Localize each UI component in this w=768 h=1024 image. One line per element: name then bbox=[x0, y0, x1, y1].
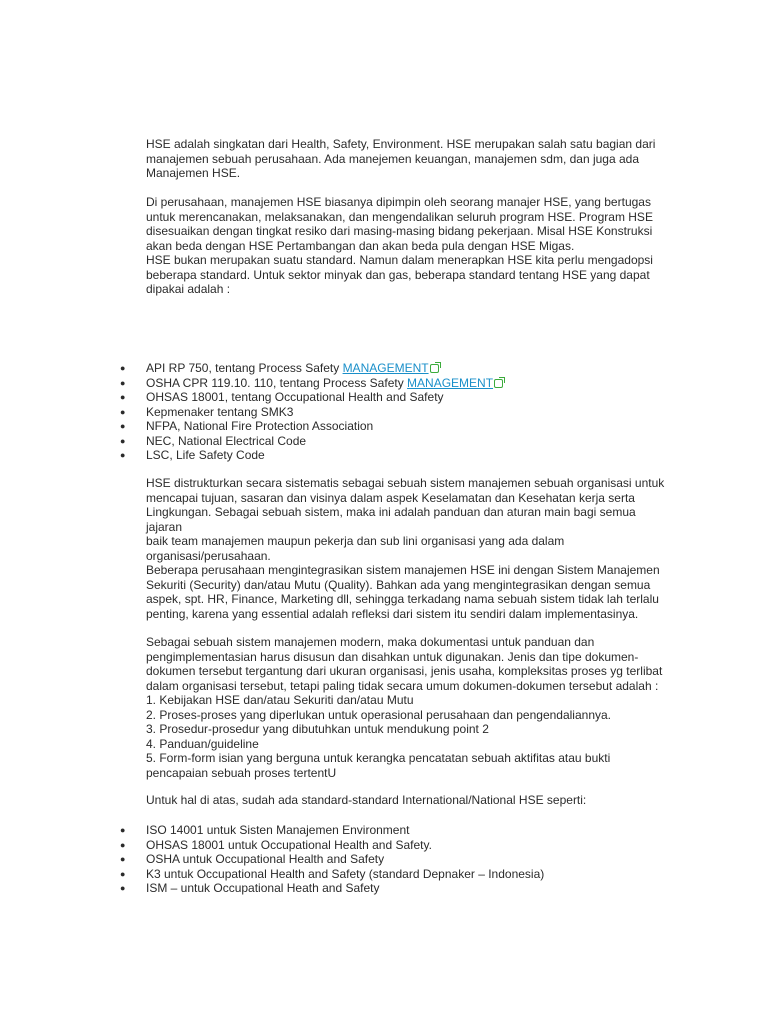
text-line: Sekuriti (Security) dan/atau Mutu (Quality). Bahkan ada yang mengintegrasikan dengan semua bbox=[146, 577, 651, 592]
text-line: dalam organisasi tersebut, tetapi paling tidak secara umum dokumen-dokumen tersebut adalah : bbox=[146, 678, 659, 693]
paragraph-integration bbox=[146, 563, 666, 621]
list-item bbox=[120, 419, 680, 434]
list-item bbox=[120, 448, 680, 463]
text-line: HSE bukan merupakan suatu standard. Namun dalam menerapkan HSE kita perlu mengadopsi bbox=[146, 253, 653, 267]
list-item-text: OSHA CPR 119.10. 110, tentang Process Safety bbox=[146, 375, 408, 390]
text-line: pencapaian sebuah proses tertentU bbox=[146, 765, 337, 780]
list-item-text: NEC, National Electrical Code bbox=[146, 433, 307, 448]
external-link-icon[interactable] bbox=[494, 379, 503, 388]
text-line: akan beda dengan HSE Pertambangan dan akan beda pula dengan HSE Migas. bbox=[146, 238, 575, 253]
bullet-icon: ● bbox=[120, 883, 126, 893]
management-link[interactable]: MANAGEMENT bbox=[342, 361, 429, 375]
list-item-text: API RP 750, tentang Process Safety bbox=[146, 361, 343, 375]
list-item bbox=[120, 852, 680, 867]
bullet-icon: ● bbox=[120, 435, 126, 446]
bullet-icon: ● bbox=[120, 839, 126, 850]
external-link-icon[interactable] bbox=[430, 364, 439, 373]
list-item-text: OHSAS 18001, tentang Occupational Health and Safety bbox=[146, 390, 444, 404]
text-line: baik team manajemen maupun pekerja dan sub lini organisasi yang ada dalam bbox=[146, 534, 565, 548]
text-line: penting, karena yang essential adalah refleksi dari sistem itu sendiri dalam implementasinya. bbox=[146, 606, 639, 621]
list-item bbox=[120, 390, 680, 405]
bullet-icon: ● bbox=[120, 392, 126, 402]
paragraph-management bbox=[146, 195, 666, 297]
list-item bbox=[120, 434, 680, 449]
bullet-icon: ● bbox=[120, 377, 126, 388]
list-item-text: OHSAS 18001 untuk Occupational Health and Safety. bbox=[146, 837, 432, 852]
text-line: Lingkungan. Sebagai sebuah sistem, maka ini adalah panduan dan aturan main bagi semua jajaran bbox=[146, 505, 636, 534]
text-line: Manajemen HSE. bbox=[146, 166, 241, 180]
bullet-icon: ● bbox=[120, 363, 126, 373]
list-item-text: LSC, Life Safety Code bbox=[146, 448, 265, 462]
paragraph-structure bbox=[146, 476, 666, 563]
text-line: beberapa standard. Untuk sektor minyak dan gas, beberapa standard tentang HSE yang dapat bbox=[146, 267, 650, 282]
text-line: Beberapa perusahaan mengintegrasikan sistem manajemen HSE ini dengan Sistem Manajemen bbox=[146, 563, 660, 577]
list-item bbox=[120, 376, 680, 391]
list-item-text: OSHA untuk Occupational Health and Safety bbox=[146, 852, 385, 866]
list-item-text: Kepmenaker tentang SMK3 bbox=[146, 404, 294, 419]
list-item-text: NFPA, National Fire Protection Association bbox=[146, 419, 374, 433]
bullet-icon: ● bbox=[120, 450, 126, 460]
text-line: pengimplementasian harus disusun dan disahkan untuk digunakan. Jenis dan tipe dokumen- bbox=[146, 649, 639, 664]
bullet-icon: ● bbox=[120, 854, 126, 864]
text-line: organisasi/perusahaan. bbox=[146, 548, 271, 563]
paragraph-standards-intro bbox=[146, 793, 666, 808]
list-item bbox=[120, 361, 680, 376]
list-item-text: K3 untuk Occupational Health and Safety (standard Depnaker – Indonesia) bbox=[146, 866, 545, 881]
text-line: manajemen sebuah perusahaan. Ada manejemen keuangan, manajemen sdm, dan juga ada bbox=[146, 151, 640, 166]
text-line: HSE adalah singkatan dari Health, Safety, Environment. HSE merupakan salah satu bagian dari bbox=[146, 137, 656, 151]
text-line: 3. Prosedur-prosedur yang dibutuhkan untuk mendukung point 2 bbox=[146, 722, 489, 736]
standards-list-international bbox=[120, 823, 680, 896]
text-line: Sebagai sebuah sistem manajemen modern, maka dokumentasi untuk panduan dan bbox=[146, 635, 595, 649]
list-item-text: ISO 14001 untuk Sisten Manajemen Environment bbox=[146, 823, 410, 837]
bullet-icon: ● bbox=[120, 421, 126, 431]
standards-list-oilgas bbox=[120, 361, 680, 463]
text-line: 1. Kebijakan HSE dan/atau Sekuriti dan/atau Mutu bbox=[146, 693, 414, 707]
text-line: aspek, spt. HR, Finance, Marketing dll, sehingga terkadang nama sebuah sistem tidak lah terlalu bbox=[146, 592, 659, 606]
paragraph-intro bbox=[146, 137, 666, 181]
text-line: dokumen tersebut tergantung dari ukuran organisasi, jenis usaha, kompleksitas proses yg terlibat bbox=[146, 664, 663, 678]
bullet-icon: ● bbox=[120, 868, 126, 879]
list-item bbox=[120, 405, 680, 420]
paragraph-documentation bbox=[146, 635, 666, 780]
text-line: 4. Panduan/guideline bbox=[146, 736, 259, 751]
bullet-icon: ● bbox=[120, 406, 126, 417]
text-line: 2. Proses-proses yang diperlukan untuk operasional perusahaan dan pengendaliannya. bbox=[146, 707, 611, 722]
management-link[interactable]: MANAGEMENT bbox=[407, 375, 494, 390]
list-item-text: ISM – untuk Occupational Heath and Safety bbox=[146, 881, 380, 895]
text-line: Untuk hal di atas, sudah ada standard-standard International/National HSE seperti: bbox=[146, 793, 587, 807]
text-line: 5. Form-form isian yang berguna untuk kerangka pencatatan sebuah aktifitas atau bukti bbox=[146, 751, 611, 765]
text-line: Di perusahaan, manajemen HSE biasanya dipimpin oleh seorang manajer HSE, yang bertugas bbox=[146, 195, 651, 209]
text-line: untuk merencanakan, melaksanakan, dan mengendalikan seluruh program HSE. Program HSE bbox=[146, 209, 653, 224]
list-item bbox=[120, 823, 680, 838]
bullet-icon: ● bbox=[120, 825, 126, 835]
text-line: dipakai adalah : bbox=[146, 282, 231, 296]
text-line: mencapai tujuan, sasaran dan visinya dalam aspek Keselamatan dan Kesehatan kerja serta bbox=[146, 490, 635, 505]
list-item bbox=[120, 838, 680, 853]
text-line: HSE distrukturkan secara sistematis sebagai sebuah sistem manajemen sebuah organisasi untuk bbox=[146, 476, 665, 490]
list-item bbox=[120, 867, 680, 882]
list-item bbox=[120, 881, 680, 896]
text-line: disesuaikan dengan tingkat resiko dari masing-masing bidang pekerjaan. Misal HSE Konstruksi bbox=[146, 224, 653, 238]
